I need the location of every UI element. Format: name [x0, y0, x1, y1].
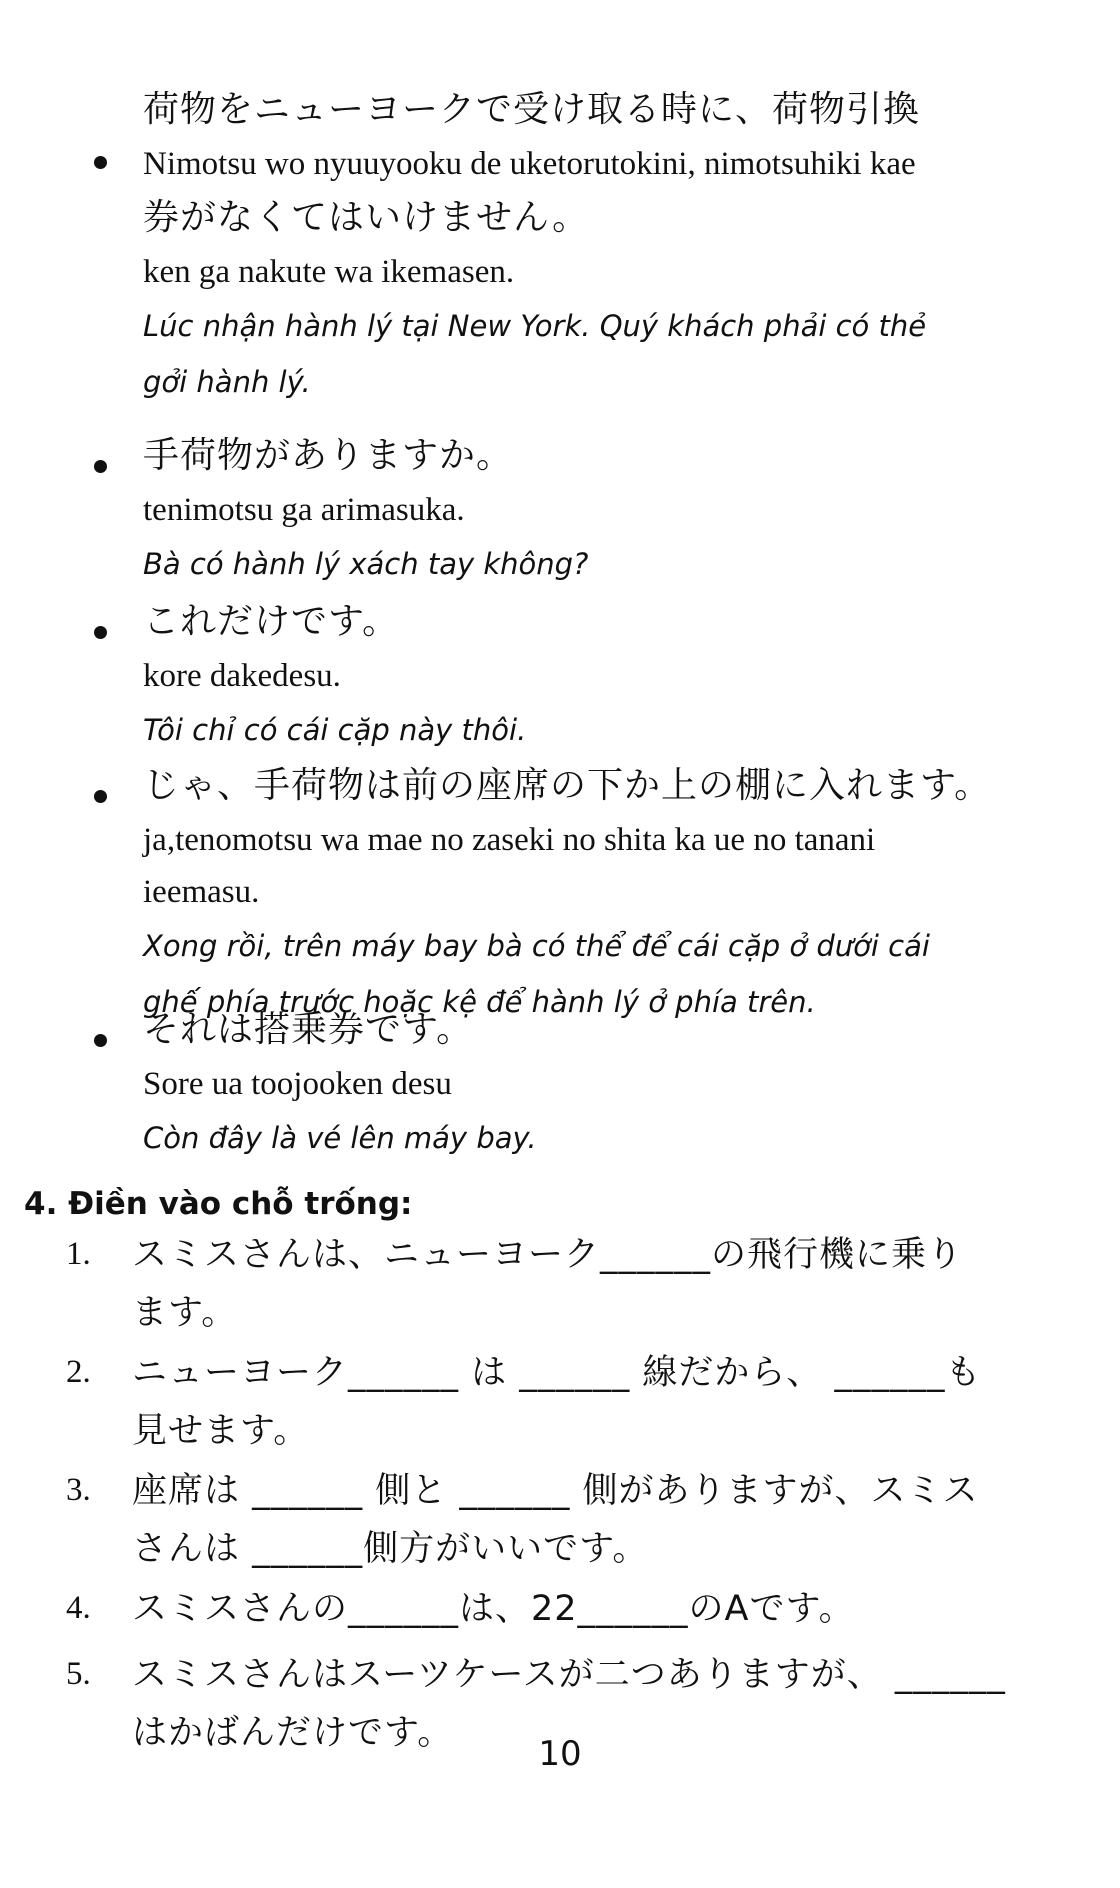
exercise-number: 2.	[66, 1354, 91, 1390]
vietnamese-translation: Còn đây là vé lên máy bay.	[143, 1121, 537, 1155]
dialogue-item	[95, 82, 1035, 410]
exercise-line: スミスさんはスーツケースが二つありますが、 ______	[132, 1655, 1006, 1695]
vietnamese-translation: Bà có hành lý xách tay không?	[143, 547, 589, 581]
vietnamese-translation: gởi hành lý.	[143, 365, 311, 399]
exercise-number: 3.	[66, 1472, 91, 1508]
bullet-dot	[94, 1034, 107, 1047]
exercise-line: 見せます。	[132, 1411, 310, 1451]
japanese-line: 手荷物がありますか。	[143, 435, 514, 476]
exercise-line: さんは ______側方がいいです。	[132, 1529, 649, 1569]
japanese-line: 荷物をニューヨークで受け取る時に、荷物引換	[143, 89, 921, 130]
romaji-line: Nimotsu wo nyuuyooku de uketorutokini, nimotsuhiki kae	[143, 146, 916, 182]
vietnamese-translation: Tôi chỉ có cái cặp này thôi.	[143, 713, 527, 747]
dialogue-item	[95, 594, 1035, 758]
page-number: 10	[538, 1734, 582, 1774]
exercise-number: 5.	[66, 1656, 91, 1692]
exercise-line: 座席は ______ 側と ______ 側がありますが、スミス	[132, 1471, 979, 1511]
bullet-dot	[94, 790, 107, 803]
japanese-line: じゃ、手荷物は前の座席の下か上の棚に入れます。	[143, 765, 992, 806]
exercise-line: はかばんだけです。	[132, 1713, 454, 1753]
romaji-line: Sore ua toojooken desu	[143, 1066, 452, 1102]
exercise-item	[66, 1226, 1056, 1342]
exercise-line: ます。	[132, 1293, 238, 1333]
vietnamese-translation: Lúc nhận hành lý tại New York. Quý khách phải có thẻ	[143, 309, 927, 343]
bullet-dot	[94, 626, 107, 639]
exercise-item	[66, 1580, 1056, 1638]
exercise-line: スミスさんは、ニューヨーク______の飛行機に乗り	[132, 1235, 964, 1275]
dialogue-item	[95, 758, 1035, 1030]
dialogue-item	[95, 1002, 1035, 1166]
exercise-title: 4. Điền vào chỗ trống:	[24, 1186, 413, 1222]
bullet-dot	[94, 460, 107, 473]
romaji-line: tenimotsu ga arimasuka.	[143, 492, 465, 528]
dialogue-item	[95, 428, 1035, 592]
exercise-item	[66, 1344, 1056, 1460]
vietnamese-translation: ghế phía trước hoặc kệ để hành lý ở phía trên.	[143, 985, 816, 1019]
japanese-line: それは搭乗券です。	[143, 1009, 474, 1050]
exercise-line: ニューヨーク______ は ______ 線だから、 ______も	[132, 1353, 982, 1393]
exercise-number: 1.	[66, 1236, 91, 1272]
japanese-line: これだけです。	[143, 601, 400, 642]
exercise-item	[66, 1462, 1056, 1578]
romaji-line: ieemasu.	[143, 874, 260, 910]
romaji-line: kore dakedesu.	[143, 658, 341, 694]
romaji-line: ja,tenomotsu wa mae no zaseki no shita ka ue no tanani	[143, 822, 876, 858]
exercise-line: スミスさんの______は、22______のAです。	[132, 1589, 855, 1629]
vietnamese-translation: Xong rồi, trên máy bay bà có thể để cái cặp ở dưới cái	[143, 929, 930, 963]
romaji-line: ken ga nakute wa ikemasen.	[143, 254, 515, 290]
japanese-line: 券がなくてはいけません。	[143, 197, 590, 238]
exercise-number: 4.	[66, 1590, 91, 1626]
bullet-dot	[94, 156, 107, 169]
